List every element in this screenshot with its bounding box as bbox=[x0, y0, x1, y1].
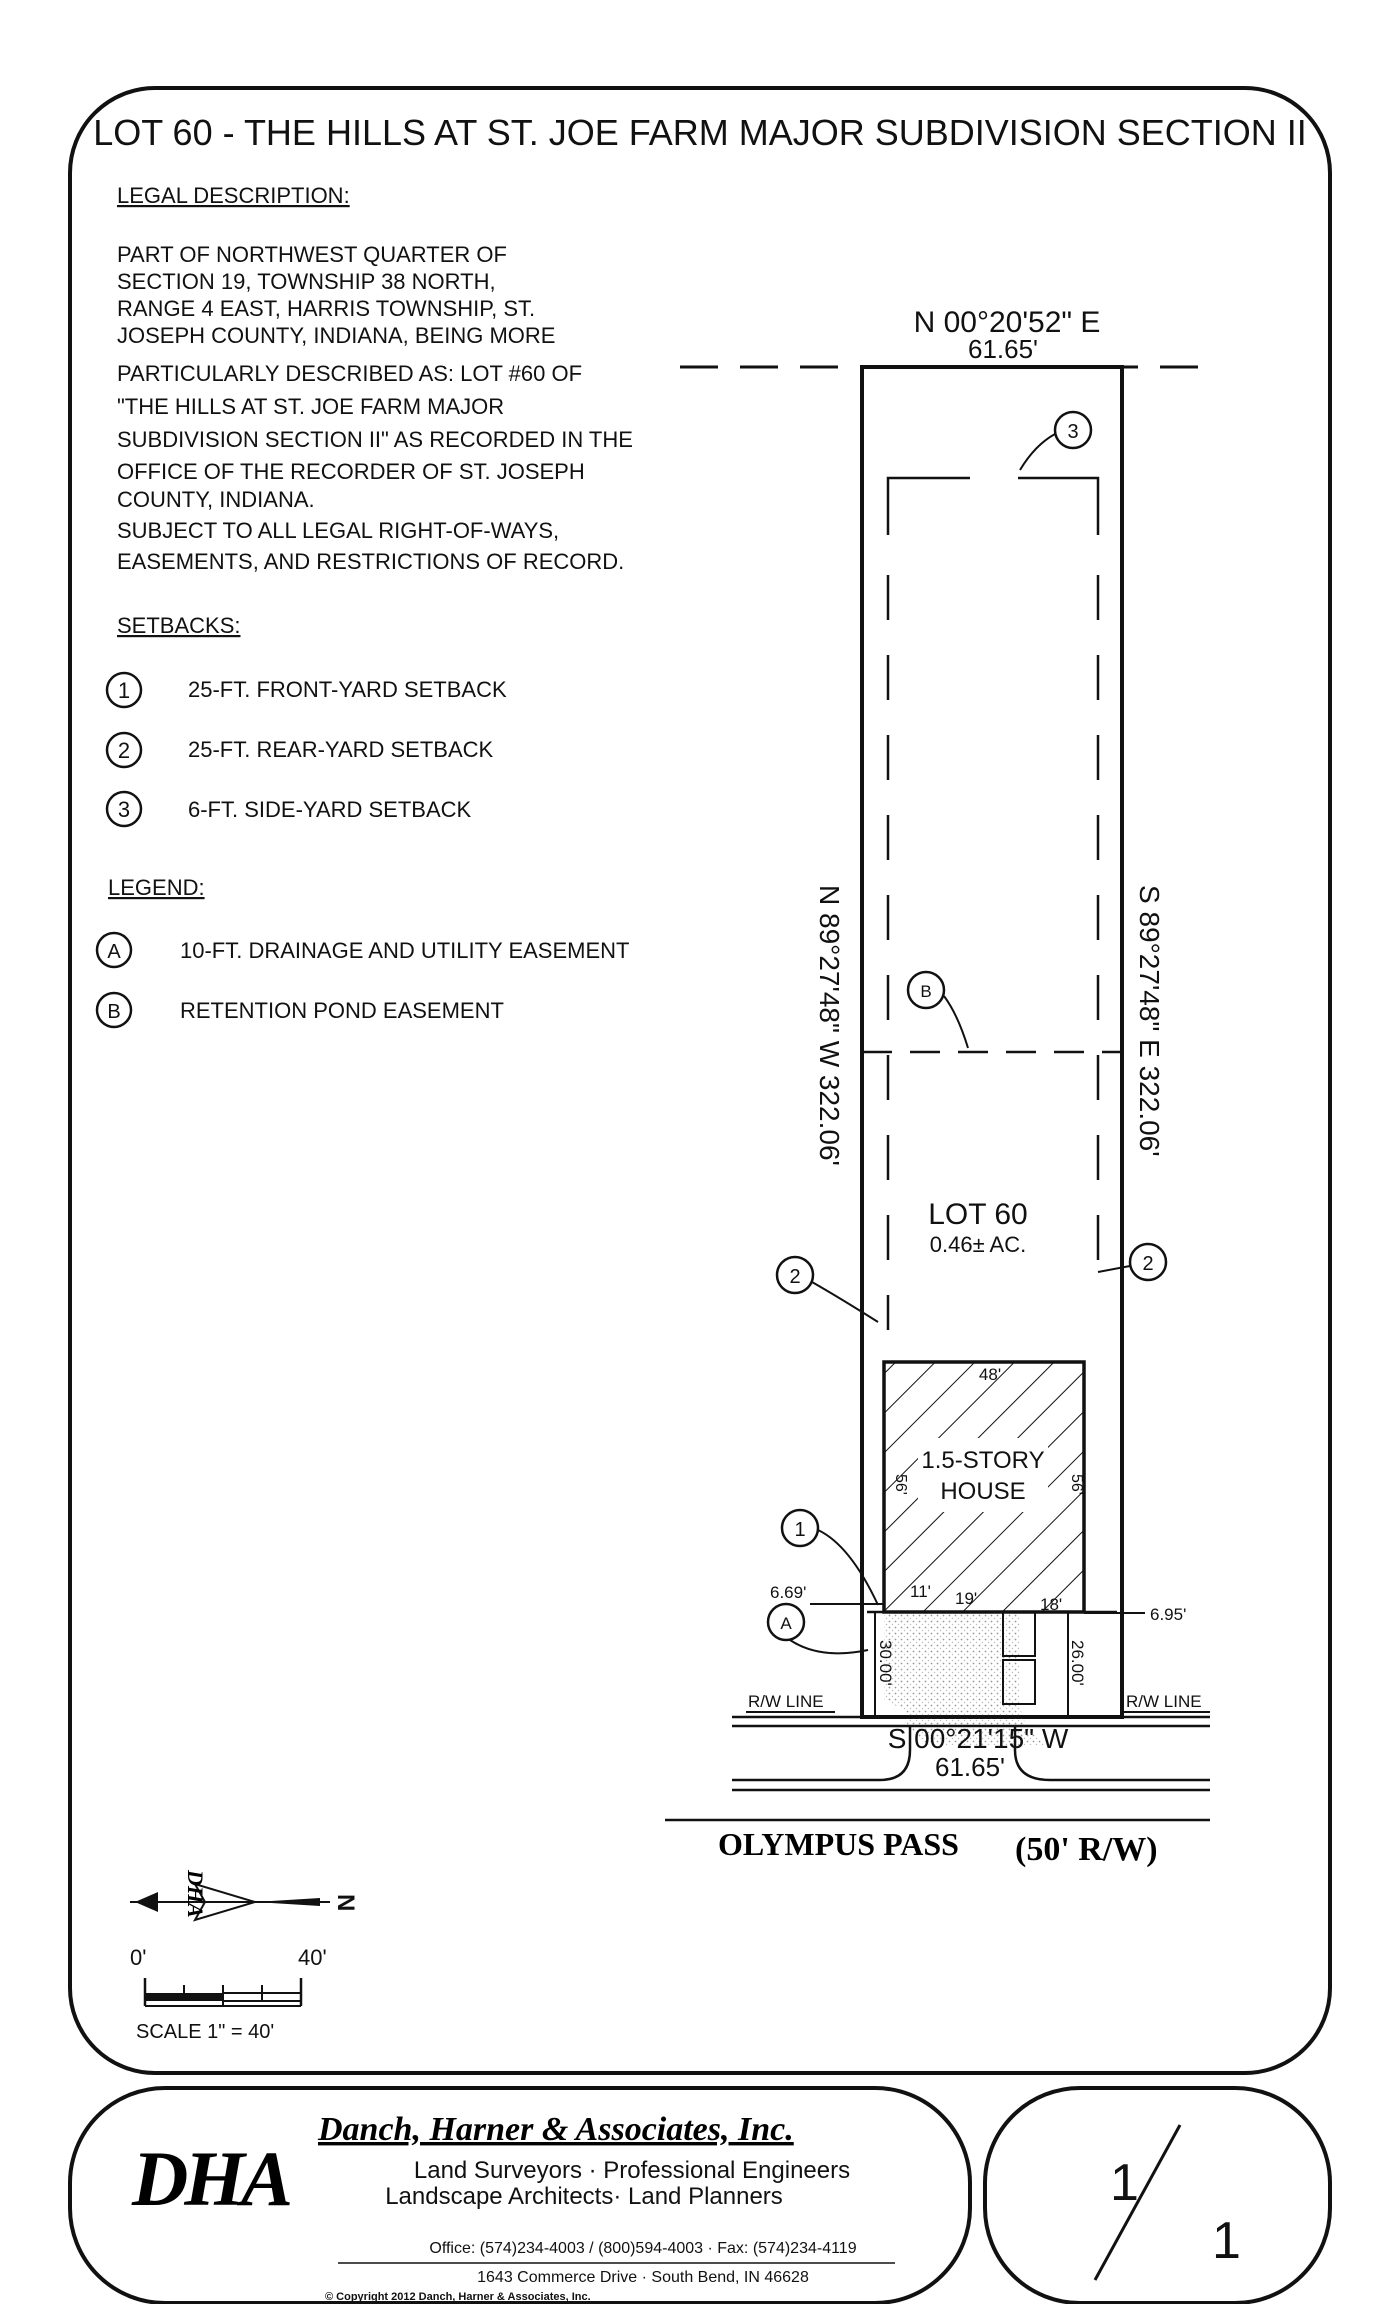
dim-695: 6.95' bbox=[1150, 1605, 1187, 1624]
callout-2-right bbox=[1098, 1244, 1166, 1280]
legend-heading: LEGEND: bbox=[108, 875, 205, 900]
page-title: LOT 60 - THE HILLS AT ST. JOE FARM MAJOR SUBDIVISION SECTION II bbox=[93, 112, 1307, 153]
callout-A bbox=[768, 1604, 868, 1653]
svg-text:25-FT. REAR-YARD SETBACK: 25-FT. REAR-YARD SETBACK bbox=[188, 737, 494, 762]
svg-text:25-FT. FRONT-YARD SETBACK: 25-FT. FRONT-YARD SETBACK bbox=[188, 677, 507, 702]
svg-text:3: 3 bbox=[1067, 421, 1079, 443]
dim-30: 30.00' bbox=[876, 1640, 895, 1686]
copyright: © Copyright 2012 Danch, Harner & Associates, Inc. bbox=[325, 2291, 591, 2303]
svg-text:B: B bbox=[107, 1001, 121, 1023]
top-distance: 61.65' bbox=[967, 334, 1039, 364]
scale-bar bbox=[145, 1978, 301, 2006]
dim-11: 11' bbox=[910, 1582, 931, 1601]
house-dim-width: 48' bbox=[978, 1365, 1002, 1384]
dim-26: 26.00' bbox=[1068, 1640, 1087, 1686]
lot-area: 0.46± AC. bbox=[929, 1232, 1027, 1257]
setback-item bbox=[107, 733, 494, 767]
house-label-1: 1.5-STORY bbox=[921, 1447, 1045, 1474]
bottom-bearing: S 00°21'15" W bbox=[887, 1723, 1069, 1754]
svg-text:2: 2 bbox=[117, 738, 131, 763]
svg-text:6-FT. SIDE-YARD SETBACK: 6-FT. SIDE-YARD SETBACK bbox=[188, 797, 472, 822]
svg-text:3: 3 bbox=[117, 797, 131, 822]
house-dim-right: 56' bbox=[1068, 1474, 1085, 1495]
rw-line-right: R/W LINE bbox=[1126, 1692, 1202, 1711]
legal-line: SUBDIVISION SECTION II" AS RECORDED IN THE bbox=[117, 427, 633, 452]
scale-forty: 40' bbox=[298, 1945, 327, 1970]
sheet-number: 1 bbox=[1110, 2154, 1139, 2212]
dim-669: 6.69' bbox=[770, 1583, 807, 1602]
north-arrow-icon bbox=[130, 1869, 359, 1920]
company-name: Danch, Harner & Associates, Inc. bbox=[318, 2111, 794, 2148]
svg-text:1: 1 bbox=[794, 1519, 806, 1541]
sheet-number-border bbox=[985, 2088, 1330, 2303]
svg-text:N: N bbox=[332, 1894, 359, 1912]
legal-line: SECTION 19, TOWNSHIP 38 NORTH, bbox=[117, 269, 496, 294]
house-label-2: HOUSE bbox=[940, 1478, 1026, 1505]
dim-19: 19' bbox=[955, 1589, 978, 1608]
svg-text:RETENTION POND EASEMENT: RETENTION POND EASEMENT bbox=[180, 998, 504, 1023]
company-line-2: Landscape Architects· Land Planners bbox=[385, 2183, 783, 2210]
dim-18: 18' bbox=[1040, 1595, 1063, 1614]
company-line-1: Land Surveyors · Professional Engineers bbox=[413, 2157, 851, 2184]
house-dim-left: 56' bbox=[892, 1474, 909, 1495]
svg-text:DHA: DHA bbox=[132, 2135, 290, 2222]
street-rw: (50' R/W) bbox=[1015, 1831, 1158, 1868]
left-bearing: N 89°27'48" W 322.06' bbox=[814, 885, 845, 1166]
sheet-total: 1 bbox=[1212, 2212, 1241, 2270]
scale-label: SCALE 1" = 40' bbox=[136, 2021, 275, 2043]
callout-B bbox=[908, 972, 968, 1048]
legal-line: PARTICULARLY DESCRIBED AS: LOT #60 OF bbox=[117, 361, 583, 386]
legal-line: JOSEPH COUNTY, INDIANA, BEING MORE bbox=[117, 323, 556, 348]
top-bearing: N 00°20'52" E bbox=[913, 306, 1101, 339]
svg-text:10-FT. DRAINAGE AND UTILITY EA: 10-FT. DRAINAGE AND UTILITY EASEMENT bbox=[180, 938, 630, 963]
office-address: 1643 Commerce Drive · South Bend, IN 46628 bbox=[477, 2269, 809, 2286]
legal-line: PART OF NORTHWEST QUARTER OF bbox=[117, 242, 507, 267]
legal-line: COUNTY, INDIANA. bbox=[117, 487, 315, 512]
svg-text:DHA: DHA bbox=[183, 1870, 208, 1918]
svg-text:A: A bbox=[780, 1614, 792, 1633]
legal-lines bbox=[117, 242, 633, 574]
svg-text:2: 2 bbox=[789, 1266, 801, 1288]
legal-line: "THE HILLS AT ST. JOE FARM MAJOR bbox=[117, 394, 505, 419]
sheet-slash bbox=[1095, 2125, 1180, 2280]
setback-item bbox=[107, 792, 472, 826]
svg-text:1: 1 bbox=[117, 678, 131, 703]
right-bearing: S 89°27'48" E 322.06' bbox=[1134, 885, 1165, 1157]
svg-text:2: 2 bbox=[1142, 1253, 1154, 1275]
street-name: OLYMPUS PASS bbox=[718, 1826, 959, 1862]
rw-line-left: R/W LINE bbox=[748, 1692, 824, 1711]
svg-text:B: B bbox=[920, 982, 932, 1001]
setback-item bbox=[107, 673, 507, 707]
bottom-distance: 61.65' bbox=[934, 1752, 1006, 1782]
dha-logo bbox=[131, 2135, 290, 2222]
legal-line: RANGE 4 EAST, HARRIS TOWNSHIP, ST. bbox=[117, 296, 536, 321]
callout-3 bbox=[1020, 412, 1091, 470]
legal-heading: LEGAL DESCRIPTION: bbox=[117, 183, 350, 208]
legend-item bbox=[97, 993, 504, 1027]
legal-line: EASEMENTS, AND RESTRICTIONS OF RECORD. bbox=[117, 549, 625, 574]
scale-zero: 0' bbox=[130, 1945, 147, 1970]
legend-item bbox=[97, 933, 629, 967]
legal-line: SUBJECT TO ALL LEGAL RIGHT-OF-WAYS, bbox=[117, 518, 560, 543]
setbacks-heading: SETBACKS: bbox=[117, 613, 241, 638]
legal-line: OFFICE OF THE RECORDER OF ST. JOSEPH bbox=[117, 459, 585, 484]
office-phones: Office: (574)234-4003 / (800)594-4003 · Fax: (574)234-4119 bbox=[429, 2240, 857, 2257]
svg-text:A: A bbox=[107, 941, 121, 963]
lot-label: LOT 60 bbox=[928, 1198, 1028, 1231]
